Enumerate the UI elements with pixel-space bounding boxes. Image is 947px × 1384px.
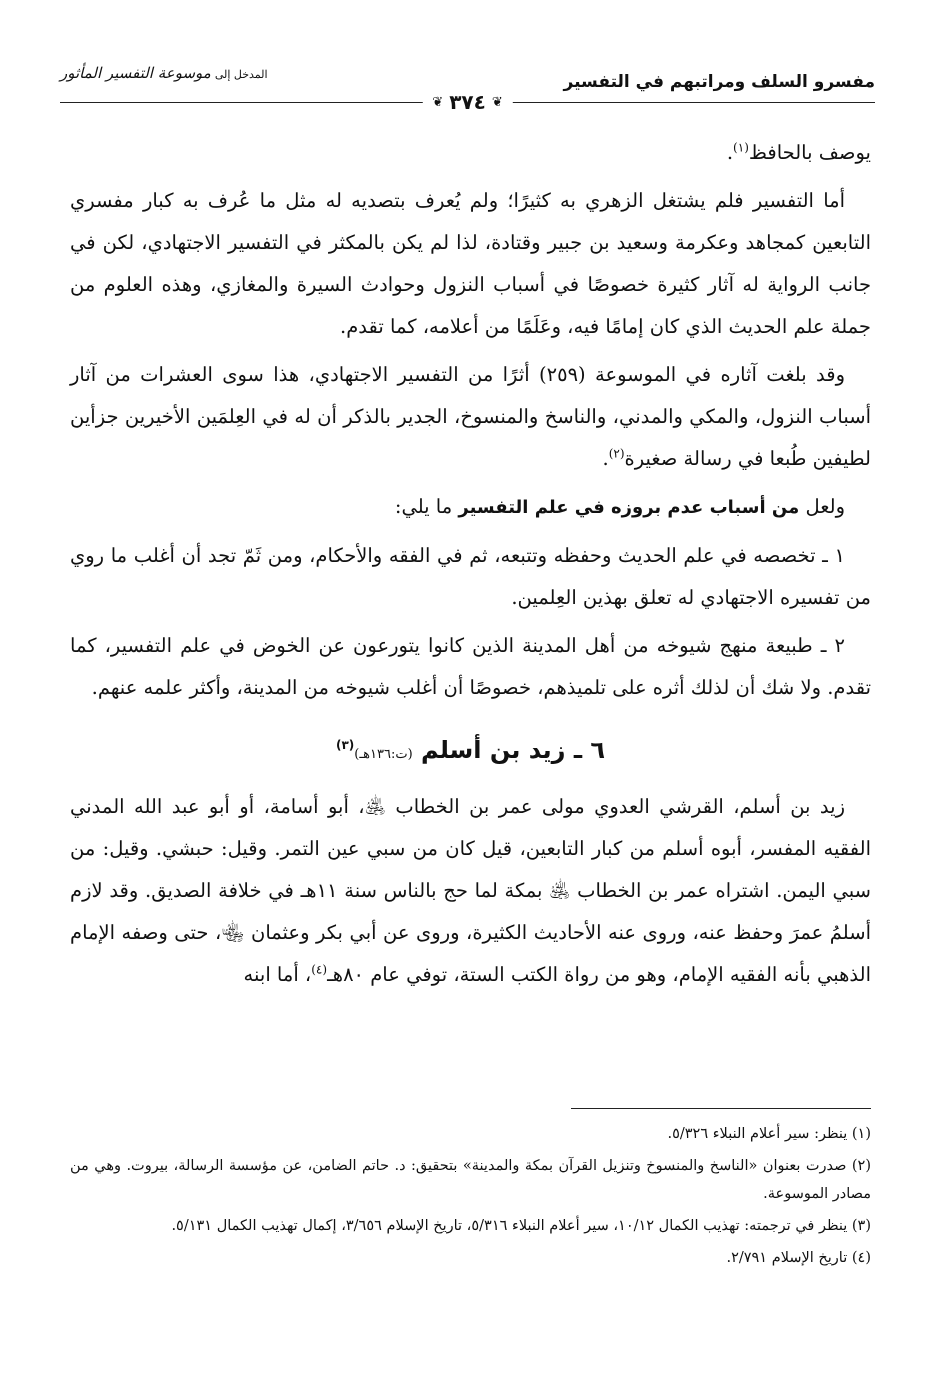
text-span: وقد بلغت آثاره في الموسوعة (٢٥٩) أثرًا من التفسير الاجتهادي، هذا سوى العشرات من آثار أسباب النزول، والمكي والمدني، والناسخ والمنسوخ، الجدير بالذكر أن له في العِلمَين الأخيرين جزأين لطيفين طُبعا في رسالة صغيرة [70, 363, 871, 470]
death-date: (ت:١٣٦هـ) [354, 747, 413, 762]
page-number: ٣٧٤ [449, 90, 486, 114]
footnote-ref[interactable]: (٣) [335, 738, 355, 752]
footnote-ref[interactable]: (٤) [311, 962, 328, 977]
series-prefix: المدخل إلى [214, 68, 268, 81]
paragraph: أما التفسير فلم يشتغل الزهري به كثيرًا؛ ولم يُعرف بتصديه له مثل ما عُرف به كبار مفسري التابعين كمجاهد وعكرمة وسعيد بن جبير وقتادة، لذا لم يكن بالمكثر في التفسير الاجتهادي، لكن في جانب الرواية له آثار كثيرة خصوصًا في أسباب النزول وحوادث السيرة والمغازي، وهذه العلوم من جملة علم الحديث الذي كان إمامًا فيه، وعَلَمًا من أعلامه، كما تقدم. [70, 189, 871, 338]
footnote: (٣) ينظر في ترجمته: تهذيب الكمال ١٠/١٢، سير أعلام النبلاء ٥/٣١٦، تاريخ الإسلام ٣/٦٥٦، إكمال تهذيب الكمال ٥/١٣١. [171, 1218, 871, 1234]
paragraph [70, 354, 871, 480]
page-header [60, 50, 875, 112]
footnote-ref[interactable]: (١) [733, 140, 749, 155]
list-item: ٢ ـ طبيعة منهج شيوخه من أهل المدينة الذين كانوا يتورعون عن الخوض في علم التفسير، كما تقدم. ولا شك أن لذلك أثره على تلميذهم، خصوصًا أن أغلب شيوخه من المدينة، وأكثر علمه عنهم. [70, 634, 871, 699]
text-span: ولعل [805, 495, 845, 518]
ornament-icon: ❦ [432, 94, 444, 110]
text-span: ما يلي: [394, 495, 453, 518]
section-heading-text: ٦ ـ زيد بن أسلم [421, 736, 606, 764]
list-item: ١ ـ تخصصه في علم الحديث وحفظه وتتبعه، ثم في الفقه والأحكام، ومن ثَمّ تجد أن أغلب ما روي من تفسيره الاجتهادي له تعلق بهذين العِلمين. [70, 544, 871, 609]
text-span: . [602, 447, 609, 470]
series-name: موسوعة التفسير المأثور [60, 64, 211, 82]
footnote-rule [571, 1108, 871, 1109]
text-span: زيد بن أسلم، القرشي العدوي مولى عمر بن الخطاب ﵁، أبو أسامة، أو أبو عبد الله المدني الفقيه المفسر، أبوه أسلم من كبار التابعين، قيل كان من سبي عين التمر. وقيل: حبشي. وقيل: من سبي اليمن. اشتراه عمر بن الخطاب ﵁ بمكة لما حج بالناس سنة ١١هـ في خلافة الصديق. وقد لازم أسلمُ عمرَ وحفظ عنه، وروى عنه الأحاديث الكثيرة، وروى عن أبي بكر وعثمان ﵄، حتى وصفه الإمام الذهبي بأنه الفقيه الإمام، وهو من رواة الكتب الستة، توفي عام ٨٠هـ [70, 795, 871, 986]
footnote-ref[interactable]: (٢) [608, 446, 625, 461]
page-number-box [422, 90, 512, 114]
main-text [70, 132, 871, 1002]
paragraph [70, 786, 871, 996]
footnote: (٢) صدرت بعنوان «الناسخ والمنسوخ وتنزيل القرآن بمكة والمدينة» بتحقيق: د. حاتم الضامن، عن مؤسسة الرسالة، بيروت. وهي من مصادر الموسوعة. [70, 1158, 871, 1202]
bold-phrase: من أسباب عدم بروزه في علم التفسير [458, 497, 800, 518]
footnote: (٤) تاريخ الإسلام ٢/٧٩١. [726, 1250, 871, 1266]
section-heading [70, 729, 871, 776]
ornament-icon: ❦ [491, 94, 503, 110]
paragraph [70, 486, 871, 529]
paragraph [70, 132, 871, 174]
running-title: مفسرو السلف ومراتبهم في التفسير [563, 72, 875, 92]
series-title [60, 64, 268, 82]
footnotes [70, 1120, 871, 1276]
footnote: (١) ينظر: سير أعلام النبلاء ٥/٣٢٦. [667, 1126, 871, 1142]
text-span: ، أما ابنه [243, 963, 312, 986]
text-span: . [726, 141, 734, 164]
text-span: يوصف بالحافظ [748, 141, 871, 164]
